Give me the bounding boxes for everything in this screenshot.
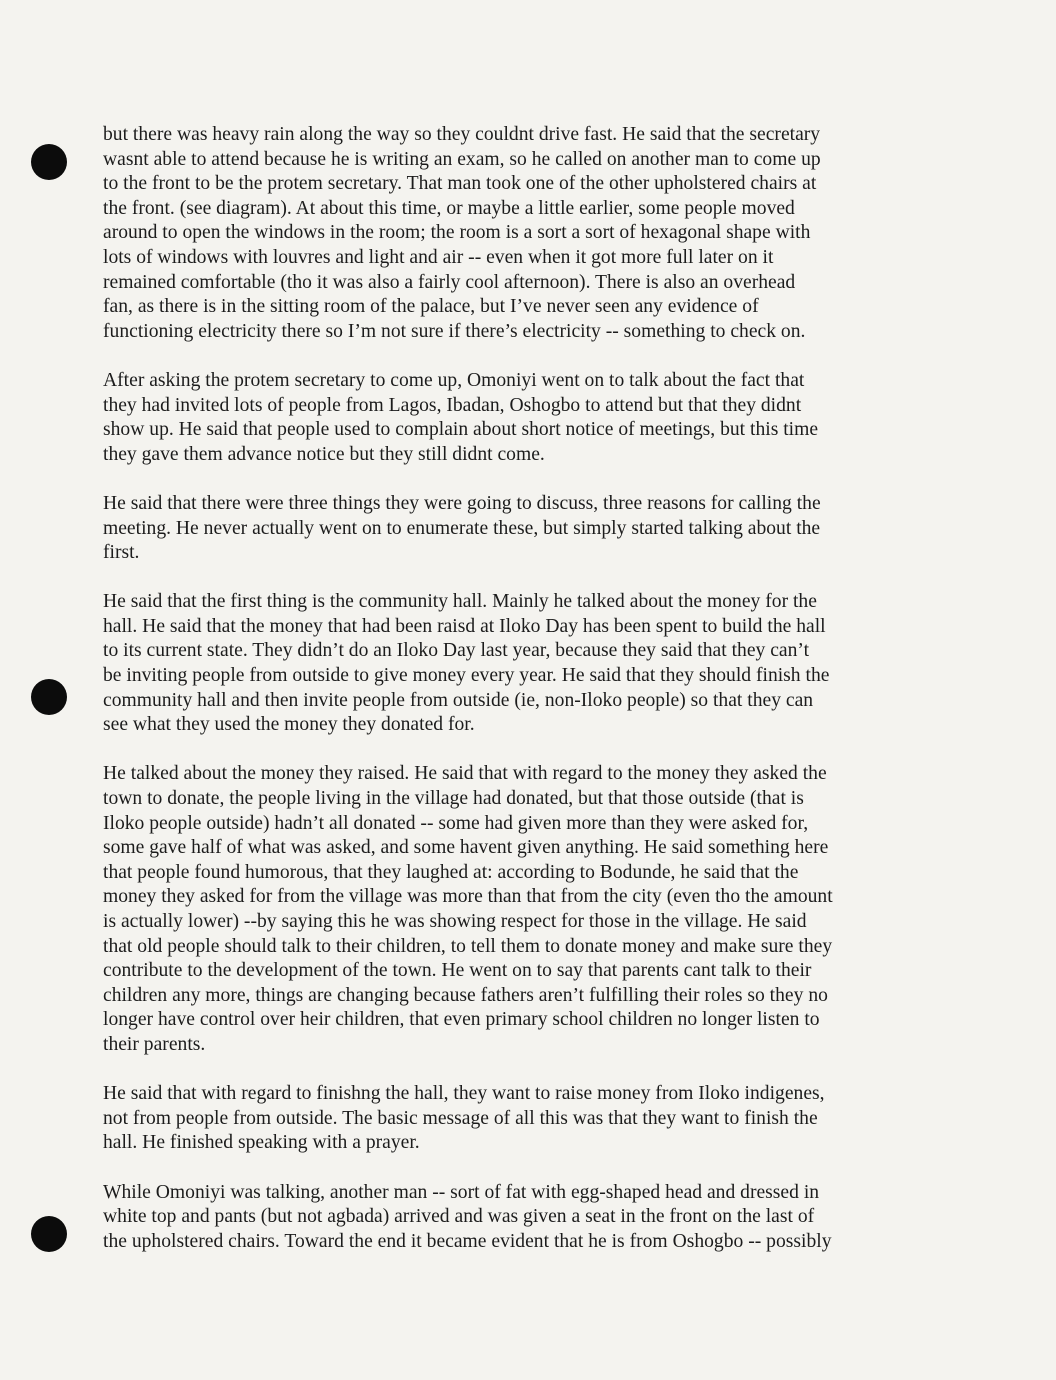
text-line: be inviting people from outside to give money every year. He said that they should finish the bbox=[103, 665, 830, 687]
text-line: the front. (see diagram). At about this time, or maybe a little earlier, some people moved bbox=[103, 197, 795, 219]
text-line: money they asked for from the village was more than that from the city (even tho the amount bbox=[103, 886, 833, 908]
binder-hole-middle bbox=[31, 679, 67, 715]
text-line: their parents. bbox=[103, 1033, 206, 1055]
binder-hole-top bbox=[31, 144, 67, 180]
text-line: wasnt able to attend because he is writing an exam, so he called on another man to come up bbox=[103, 148, 821, 170]
paragraph bbox=[103, 123, 923, 344]
text-line: some gave half of what was asked, and some havent given anything. He said something here bbox=[103, 837, 829, 859]
text-line: see what they used the money they donated for. bbox=[103, 714, 475, 736]
paragraph bbox=[103, 369, 923, 467]
text-line: but there was heavy rain along the way so they couldnt drive fast. He said that the secretary bbox=[103, 124, 821, 145]
text-line: contribute to the development of the town. He went on to say that parents cant talk to their bbox=[103, 960, 812, 982]
text-line: remained comfortable (tho it was also a fairly cool afternoon). There is also an overhead bbox=[103, 271, 796, 293]
text-line: the upholstered chairs. Toward the end it became evident that he is from Oshogbo -- possibly bbox=[103, 1230, 832, 1252]
text-line: He said that with regard to finishng the hall, they want to raise money from Iloko indigenes, bbox=[103, 1083, 825, 1105]
text-line: hall. He finished speaking with a prayer. bbox=[103, 1132, 420, 1154]
text-line: After asking the protem secretary to come up, Omoniyi went on to talk about the fact that bbox=[103, 369, 805, 391]
text-line: Iloko people outside) hadn’t all donated -- some had given more than they were asked for, bbox=[103, 812, 809, 834]
text-line: hall. He said that the money that had been raisd at Iloko Day has been spent to build the hall bbox=[103, 615, 826, 637]
paragraph bbox=[103, 1082, 923, 1156]
text-line: While Omoniyi was talking, another man -- sort of fat with egg-shaped head and dressed in bbox=[103, 1181, 820, 1203]
text-line: they had invited lots of people from Lagos, Ibadan, Oshogbo to attend but that they didnt bbox=[103, 394, 802, 416]
paragraph bbox=[103, 762, 923, 1057]
text-line: they gave them advance notice but they still didnt come. bbox=[103, 443, 545, 465]
text-line: lots of windows with louvres and light and air -- even when it got more full later on it bbox=[103, 246, 774, 268]
text-line: that old people should talk to their children, to tell them to donate money and make sure they bbox=[103, 935, 833, 957]
text-line: meeting. He never actually went on to enumerate these, but simply started talking about the bbox=[103, 517, 821, 539]
text-line: first. bbox=[103, 542, 140, 564]
text-line: to its current state. They didn’t do an Iloko Day last year, because they said that they can’t bbox=[103, 640, 810, 662]
text-line: He said that the first thing is the community hall. Mainly he talked about the money for the bbox=[103, 591, 817, 613]
paragraph bbox=[103, 590, 923, 738]
text-line: that people found humorous, that they laughed at: according to Bodunde, he said that the bbox=[103, 861, 799, 883]
document-body bbox=[103, 123, 923, 1254]
text-line: white top and pants (but not agbada) arrived and was given a seat in the front on the last of bbox=[103, 1206, 815, 1228]
text-line: town to donate, the people living in the village had donated, but that those outside (that is bbox=[103, 788, 804, 810]
binder-hole-bottom bbox=[31, 1216, 67, 1252]
text-line: to the front to be the protem secretary. That man took one of the other upholstered chairs at bbox=[103, 173, 817, 195]
text-line: children any more, things are changing because fathers aren’t fulfilling their roles so they no bbox=[103, 984, 828, 1006]
paragraph bbox=[103, 1181, 923, 1255]
text-line: show up. He said that people used to complain about short notice of meetings, but this time bbox=[103, 419, 819, 441]
text-line: longer have control over heir children, that even primary school children no longer listen to bbox=[103, 1009, 820, 1031]
text-line: around to open the windows in the room; the room is a sort a sort of hexagonal shape with bbox=[103, 222, 811, 244]
text-line: community hall and then invite people from outside (ie, non-Iloko people) so that they can bbox=[103, 689, 814, 711]
text-line: fan, as there is in the sitting room of the palace, but I’ve never seen any evidence of bbox=[103, 296, 759, 318]
text-line: functioning electricity there so I’m not sure if there’s electricity -- something to check on. bbox=[103, 320, 806, 342]
text-line: He talked about the money they raised. He said that with regard to the money they asked the bbox=[103, 763, 827, 785]
text-line: is actually lower) --by saying this he was showing respect for those in the village. He said bbox=[103, 911, 807, 932]
text-line: He said that there were three things they were going to discuss, three reasons for calling the bbox=[103, 492, 821, 514]
paragraph bbox=[103, 492, 923, 566]
text-line: not from people from outside. The basic message of all this was that they want to finish the bbox=[103, 1107, 818, 1129]
